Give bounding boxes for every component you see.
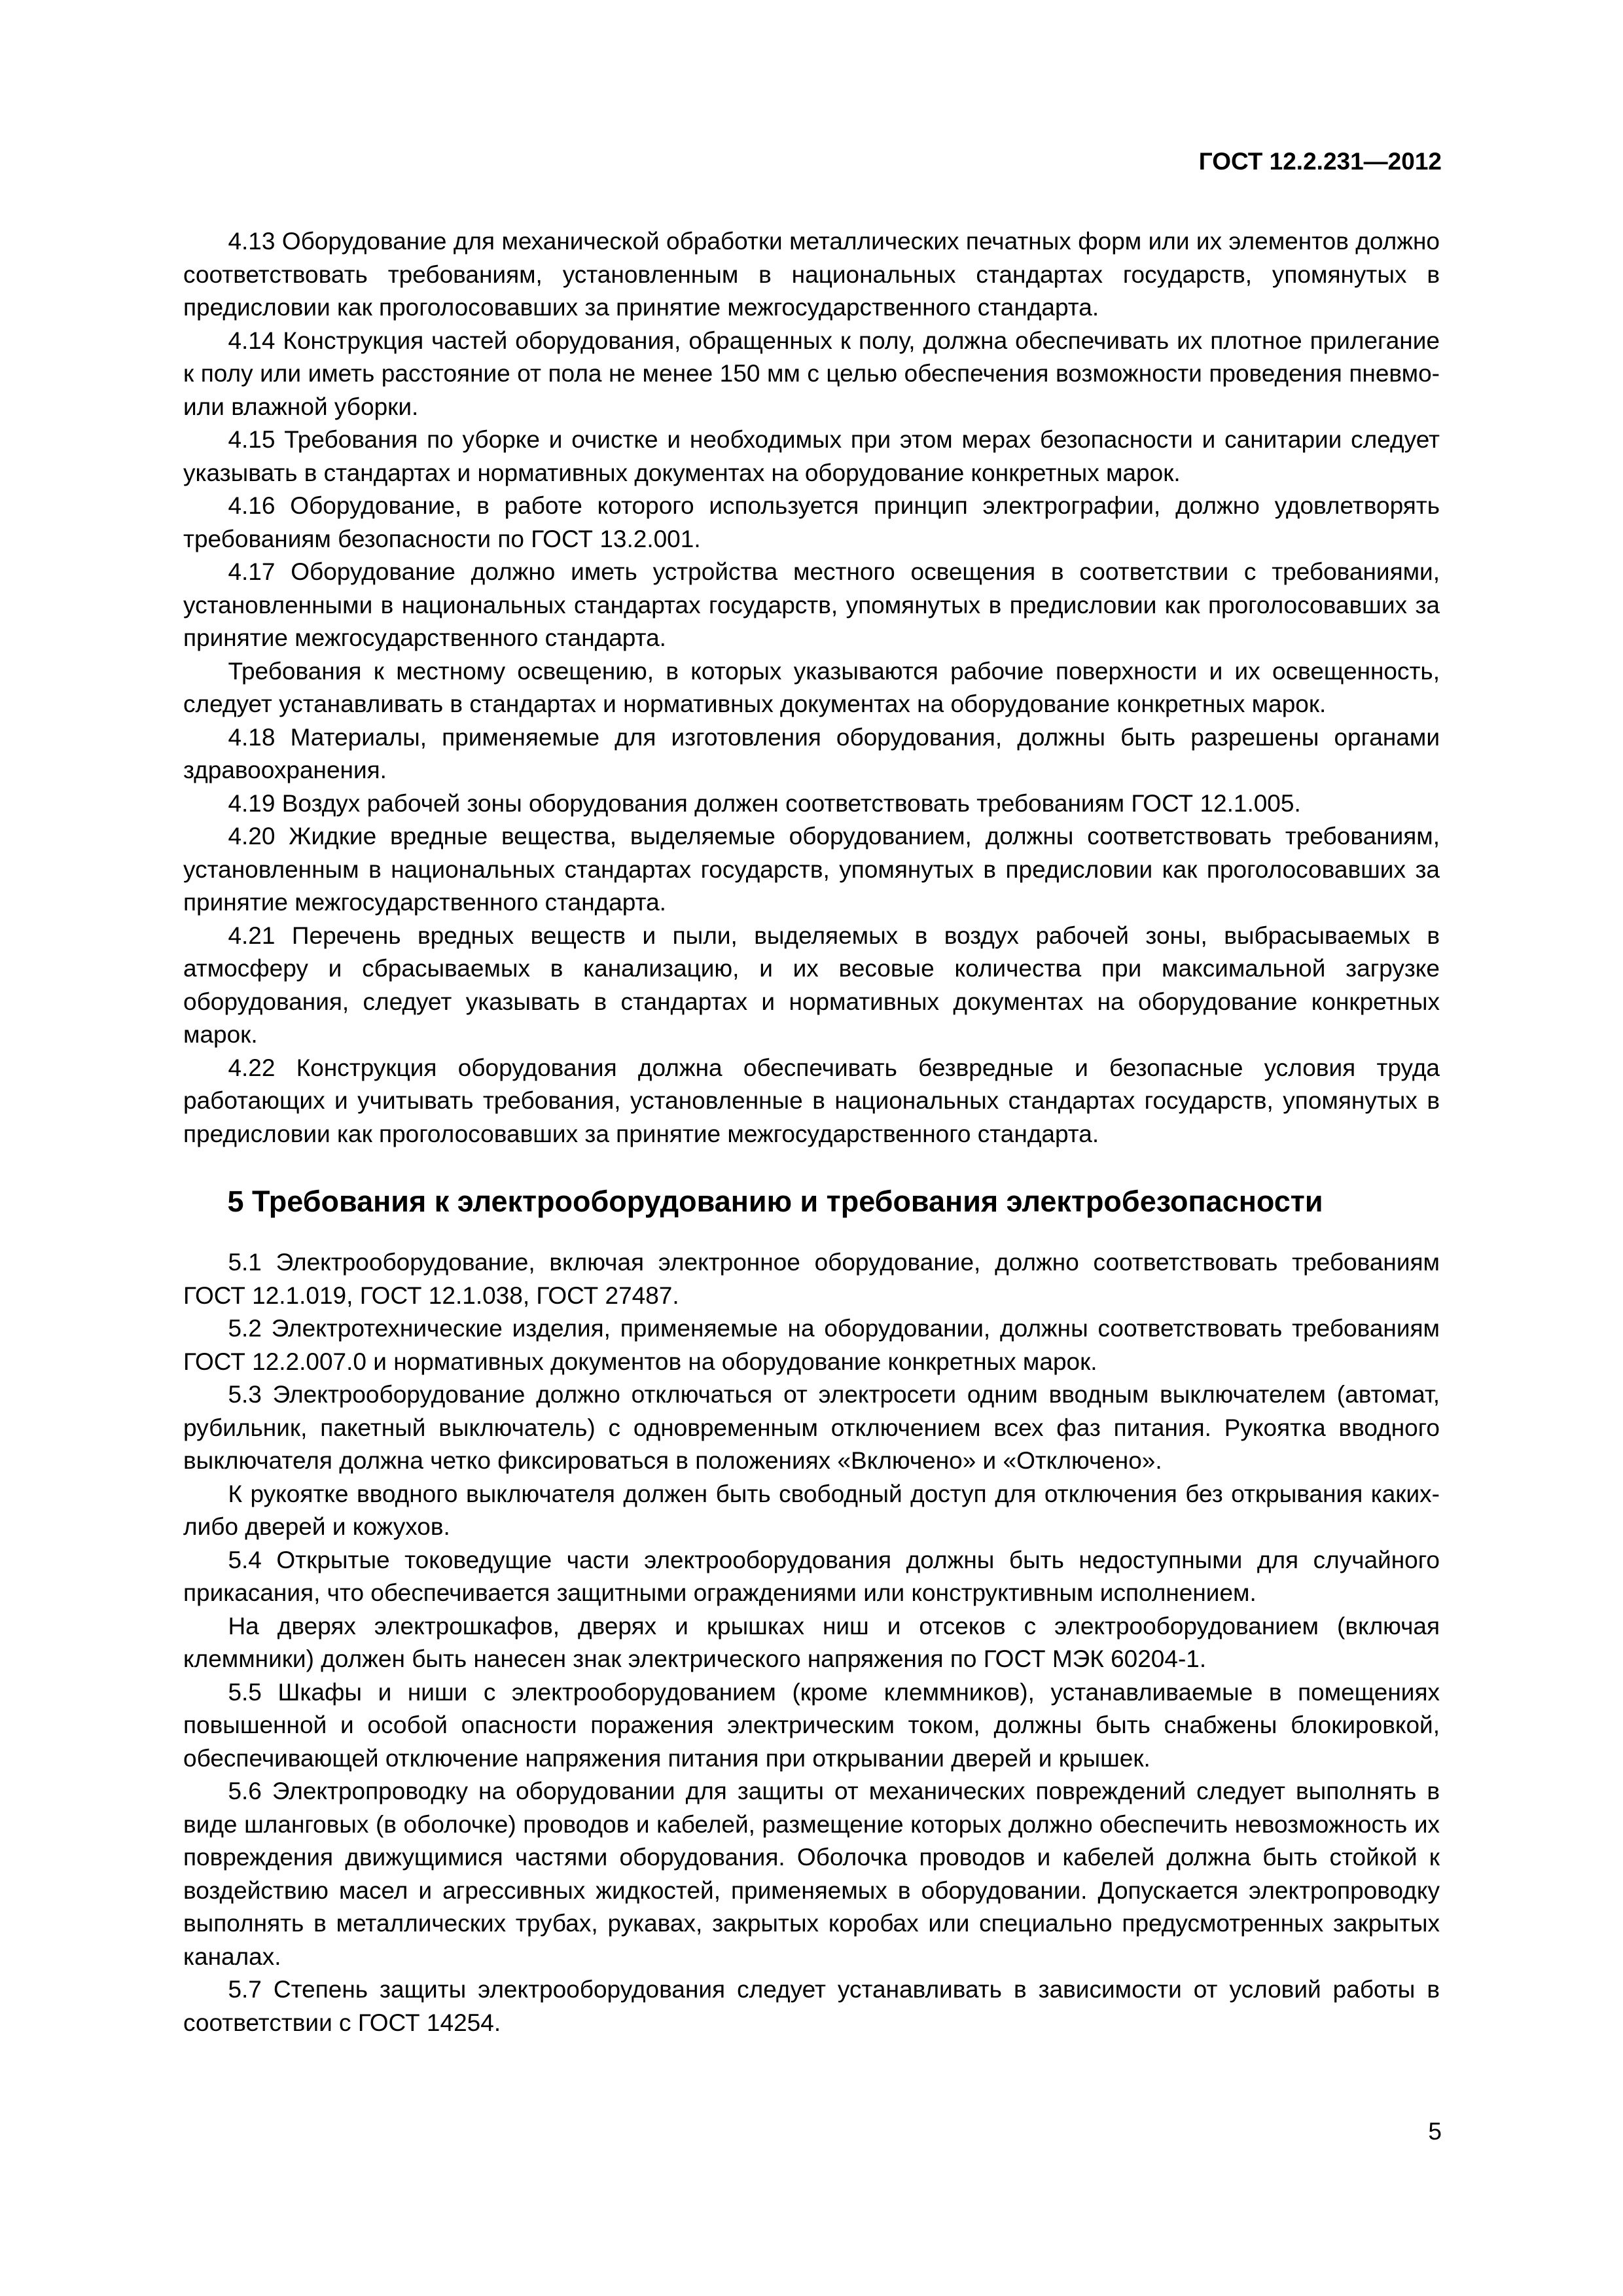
document-body bbox=[183, 225, 1440, 2039]
paragraph-4-22: 4.22 Конструкция оборудования должна обеспечивать безвредные и безопасные условия труда работающих и учитывать требования, установленные в национальных стандартах государств, упомянутых в предисловии как проголосовавших за принятие межгосударственного стандарта. bbox=[183, 1054, 1440, 1147]
paragraph-4-21: 4.21 Перечень вредных веществ и пыли, выделяемых в воздух рабочей зоны, выбрасываемых в атмосферу и сбрасываемых в канализацию, и их весовые количества при максимальной загрузке оборудования, следует указывать в стандартах и нормативных документах на оборудование конкретных марок. bbox=[183, 922, 1440, 1048]
document-code-header: ГОСТ 12.2.231—2012 bbox=[1198, 148, 1442, 175]
paragraph-4-17: 4.17 Оборудование должно иметь устройства местного освещения в соответствии с требованиями, установленными в национальных стандартах государств, упомянутых в предисловии как проголосовавших за принятие межгосударственного стандарта. bbox=[183, 558, 1440, 651]
paragraph-4-14: 4.14 Конструкция частей оборудования, обращенных к полу, должна обеспечивать их плотное прилегание к полу или иметь расстояние от пола не менее 150 мм с целью обеспечения возможности проведения пневмо- или влажной уборки. bbox=[183, 327, 1440, 420]
page-number: 5 bbox=[1428, 2118, 1442, 2145]
paragraph-4-13: 4.13 Оборудование для механической обработки металлических печатных форм или их элементов должно соответствовать требованиям, установленным в национальных стандартах государств, упомянутых в предисловии как проголосовавших за принятие межгосударственного стандарта. bbox=[183, 228, 1440, 321]
paragraph-5-3-access: К рукоятке вводного выключателя должен быть свободный доступ для отключения без открывания каких-либо дверей и кожухов. bbox=[183, 1480, 1440, 1540]
paragraph-4-16: 4.16 Оборудование, в работе которого используется принцип электрографии, должно удовлетворять требованиям безопасности по ГОСТ 13.2.001. bbox=[183, 492, 1440, 552]
paragraph-4-15: 4.15 Требования по уборке и очистке и необходимых при этом мерах безопасности и санитарии следует указывать в стандартах и нормативных документах на оборудование конкретных марок. bbox=[183, 426, 1440, 486]
paragraph-5-5: 5.5 Шкафы и ниши с электрооборудованием (кроме клеммников), устанавливаемые в помещениях повышенной и особой опасности поражения электрическим током, должны быть снабжены блокировкой, обеспечивающей отключение напряжения питания при открывании дверей и крышек. bbox=[183, 1678, 1440, 1772]
paragraph-4-20: 4.20 Жидкие вредные вещества, выделяемые оборудованием, должны соответствовать требованиям, установленным в национальных стандартах государств, упомянутых в предисловии как проголосовавших за принятие межгосударственного стандарта. bbox=[183, 823, 1440, 916]
paragraph-5-4-sign: На дверях электрошкафов, дверях и крышках ниш и отсеков с электрооборудованием (включая клеммники) должен быть нанесен знак электрического напряжения по ГОСТ МЭК 60204-1. bbox=[183, 1612, 1440, 1672]
paragraph-5-2: 5.2 Электротехнические изделия, применяемые на оборудовании, должны соответствовать требованиям ГОСТ 12.2.007.0 и нормативных документов на оборудование конкретных марок. bbox=[183, 1315, 1440, 1375]
paragraph-5-7: 5.7 Степень защиты электрооборудования следует устанавливать в зависимости от условий работы в соответствии с ГОСТ 14254. bbox=[183, 1976, 1440, 2036]
paragraph-5-3: 5.3 Электрооборудование должно отключаться от электросети одним вводным выключателем (автомат, рубильник, пакетный выключатель) с одновременным отключением всех фаз питания. Рукоятка вводного выключателя должна четко фиксироваться в положениях «Включено» и «Отключено». bbox=[183, 1381, 1440, 1474]
paragraph-5-6: 5.6 Электропроводку на оборудовании для защиты от механических повреждений следует выполнять в виде шланговых (в оболочке) проводов и кабелей, размещение которых должно обеспечить невозможность их повреждения движущимися частями оборудования. Оболочка проводов и кабелей должна быть стойкой к воздействию масел и агрессивных жидкостей, применяемых в оборудовании. Допускается электропроводку выполнять в металлических трубах, рукавах, закрытых коробах или специально предусмотренных закрытых каналах. bbox=[183, 1778, 1440, 1970]
paragraph-4-18: 4.18 Материалы, применяемые для изготовления оборудования, должны быть разрешены органами здравоохранения. bbox=[183, 723, 1440, 783]
paragraph-4-19: 4.19 Воздух рабочей зоны оборудования должен соответствовать требованиям ГОСТ 12.1.005. bbox=[228, 789, 1301, 817]
paragraph-5-4: 5.4 Открытые токоведущие части электрооборудования должны быть недоступными для случайного прикасания, что обеспечивается защитными ограждениями или конструктивным исполнением. bbox=[183, 1546, 1440, 1606]
section-5-title: 5 Требования к электрооборудованию и требования электробезопасности bbox=[227, 1185, 1323, 1218]
paragraph-4-17-lighting: Требования к местному освещению, в которых указываются рабочие поверхности и их освещенность, следует устанавливать в стандартах и нормативных документах на оборудование конкретных марок. bbox=[183, 657, 1440, 717]
paragraph-5-1: 5.1 Электрооборудование, включая электронное оборудование, должно соответствовать требованиям ГОСТ 12.1.019, ГОСТ 12.1.038, ГОСТ 27487. bbox=[183, 1249, 1440, 1309]
